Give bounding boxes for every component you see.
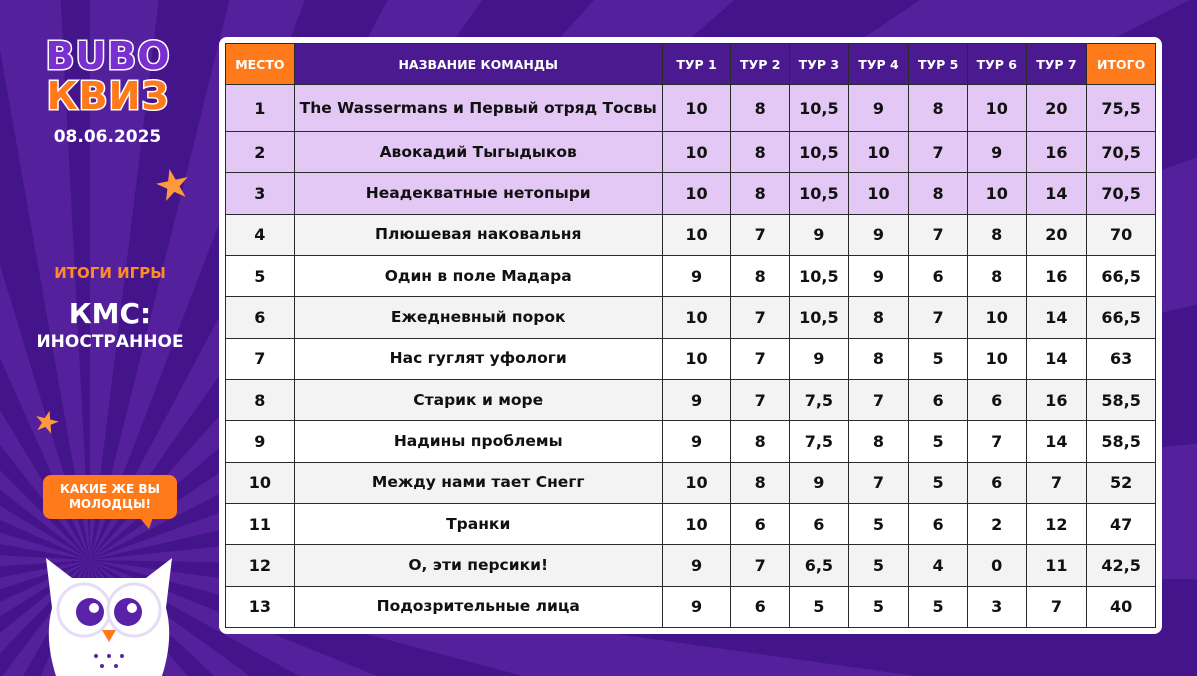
cell-round-1: 10 <box>662 338 731 379</box>
cell-round-5: 6 <box>909 255 968 296</box>
cell-round-4: 9 <box>848 255 909 296</box>
cell-round-3: 5 <box>790 586 849 627</box>
cell-round-5: 8 <box>909 85 968 132</box>
cell-round-3: 10,5 <box>790 85 849 132</box>
cell-place: 9 <box>226 421 295 462</box>
cell-round-5: 7 <box>909 297 968 338</box>
header-round-5: ТУР 5 <box>909 44 968 85</box>
cell-round-1: 9 <box>662 421 731 462</box>
cell-round-7: 16 <box>1026 132 1087 173</box>
cell-total: 70,5 <box>1087 173 1156 214</box>
cell-place: 3 <box>226 173 295 214</box>
cell-round-1: 9 <box>662 545 731 586</box>
cell-total: 42,5 <box>1087 545 1156 586</box>
cell-round-4: 8 <box>848 338 909 379</box>
cell-round-2: 7 <box>731 545 790 586</box>
cell-round-5: 6 <box>909 379 968 420</box>
table-row <box>226 462 1156 503</box>
cell-round-2: 8 <box>731 85 790 132</box>
cell-place: 5 <box>226 255 295 296</box>
cell-total: 47 <box>1087 503 1156 544</box>
cell-round-6: 10 <box>967 297 1026 338</box>
table-row <box>226 214 1156 255</box>
cell-round-4: 5 <box>848 586 909 627</box>
cell-round-6: 2 <box>967 503 1026 544</box>
table-row <box>226 421 1156 462</box>
cell-team-name: Транки <box>294 503 662 544</box>
cell-round-5: 5 <box>909 462 968 503</box>
cell-team-name: Нас гуглят уфологи <box>294 338 662 379</box>
cell-team-name: The Wassermans и Первый отряд Тосвы <box>294 85 662 132</box>
cell-team-name: Один в поле Мадара <box>294 255 662 296</box>
cell-round-7: 14 <box>1026 173 1087 214</box>
cell-total: 52 <box>1087 462 1156 503</box>
cell-round-4: 10 <box>848 132 909 173</box>
cell-place: 13 <box>226 586 295 627</box>
cell-round-4: 9 <box>848 214 909 255</box>
table-header-row <box>226 44 1156 85</box>
cell-total: 66,5 <box>1087 255 1156 296</box>
results-subtitle: ИТОГИ ИГРЫ <box>54 264 166 282</box>
cell-round-3: 10,5 <box>790 132 849 173</box>
cell-total: 70 <box>1087 214 1156 255</box>
game-title-line-2: ИНОСТРАННОЕ <box>36 332 184 352</box>
cell-round-3: 9 <box>790 214 849 255</box>
cell-total: 66,5 <box>1087 297 1156 338</box>
cell-round-5: 5 <box>909 421 968 462</box>
cell-place: 7 <box>226 338 295 379</box>
cell-round-7: 14 <box>1026 421 1087 462</box>
cell-round-6: 8 <box>967 214 1026 255</box>
cell-team-name: О, эти персики! <box>294 545 662 586</box>
cell-round-6: 7 <box>967 421 1026 462</box>
cell-round-3: 10,5 <box>790 255 849 296</box>
cell-round-6: 9 <box>967 132 1026 173</box>
cell-round-4: 7 <box>848 379 909 420</box>
cell-round-4: 5 <box>848 545 909 586</box>
cell-round-2: 8 <box>731 132 790 173</box>
header-total: ИТОГО <box>1087 44 1156 85</box>
cell-round-1: 10 <box>662 173 731 214</box>
cell-round-7: 11 <box>1026 545 1087 586</box>
cell-round-1: 10 <box>662 462 731 503</box>
cell-round-2: 7 <box>731 379 790 420</box>
cell-round-7: 20 <box>1026 214 1087 255</box>
cell-round-1: 10 <box>662 132 731 173</box>
cell-round-3: 6 <box>790 503 849 544</box>
table-row <box>226 297 1156 338</box>
cell-team-name: Надины проблемы <box>294 421 662 462</box>
header-team-name: НАЗВАНИЕ КОМАНДЫ <box>294 44 662 85</box>
cell-team-name: Между нами тает Снегг <box>294 462 662 503</box>
cell-team-name: Ежедневный порок <box>294 297 662 338</box>
sidebar <box>0 0 215 676</box>
cell-team-name: Авокадий Тыгыдыков <box>294 132 662 173</box>
cell-round-5: 7 <box>909 214 968 255</box>
speech-bubble <box>43 475 177 519</box>
header-round-7: ТУР 7 <box>1026 44 1087 85</box>
bubble-line-2: МОЛОДЦЫ! <box>68 497 152 511</box>
cell-round-7: 20 <box>1026 85 1087 132</box>
cell-round-4: 5 <box>848 503 909 544</box>
game-title <box>0 298 220 354</box>
cell-round-7: 14 <box>1026 297 1087 338</box>
cell-round-7: 7 <box>1026 586 1087 627</box>
cell-round-7: 16 <box>1026 255 1087 296</box>
cell-round-2: 8 <box>731 255 790 296</box>
cell-round-4: 9 <box>848 85 909 132</box>
logo-line-1: BUBO <box>45 34 171 78</box>
table-row <box>226 586 1156 627</box>
cell-place: 8 <box>226 379 295 420</box>
cell-round-3: 10,5 <box>790 297 849 338</box>
cell-round-3: 9 <box>790 462 849 503</box>
cell-round-1: 10 <box>662 85 731 132</box>
cell-round-1: 10 <box>662 214 731 255</box>
cell-round-3: 10,5 <box>790 173 849 214</box>
game-date: 08.06.2025 <box>53 127 162 147</box>
cell-round-1: 9 <box>662 379 731 420</box>
cell-round-6: 10 <box>967 85 1026 132</box>
cell-round-7: 16 <box>1026 379 1087 420</box>
table-row <box>226 338 1156 379</box>
cell-round-1: 10 <box>662 503 731 544</box>
cell-total: 58,5 <box>1087 421 1156 462</box>
cell-round-6: 6 <box>967 379 1026 420</box>
cell-round-6: 10 <box>967 173 1026 214</box>
cell-round-6: 6 <box>967 462 1026 503</box>
header-round-6: ТУР 6 <box>967 44 1026 85</box>
cell-round-2: 7 <box>731 214 790 255</box>
results-table <box>225 43 1156 628</box>
cell-round-6: 3 <box>967 586 1026 627</box>
cell-total: 58,5 <box>1087 379 1156 420</box>
results-table-card <box>219 37 1162 634</box>
cell-round-4: 8 <box>848 297 909 338</box>
header-round-1: ТУР 1 <box>662 44 731 85</box>
cell-round-3: 7,5 <box>790 379 849 420</box>
cell-round-5: 5 <box>909 586 968 627</box>
cell-round-2: 8 <box>731 421 790 462</box>
cell-round-4: 10 <box>848 173 909 214</box>
table-row <box>226 545 1156 586</box>
cell-team-name: Неадекватные нетопыри <box>294 173 662 214</box>
cell-place: 2 <box>226 132 295 173</box>
logo-line-2: КВИЗ <box>46 74 170 118</box>
star-icon: ★ <box>29 402 64 443</box>
cell-place: 6 <box>226 297 295 338</box>
table-row <box>226 173 1156 214</box>
table-row <box>226 85 1156 132</box>
brand-logo <box>38 36 178 116</box>
cell-total: 40 <box>1087 586 1156 627</box>
cell-place: 11 <box>226 503 295 544</box>
cell-round-6: 8 <box>967 255 1026 296</box>
table-row <box>226 255 1156 296</box>
cell-team-name: Старик и море <box>294 379 662 420</box>
cell-round-4: 8 <box>848 421 909 462</box>
cell-place: 12 <box>226 545 295 586</box>
cell-round-5: 6 <box>909 503 968 544</box>
cell-round-5: 8 <box>909 173 968 214</box>
game-title-line-1: КМС: <box>68 297 152 330</box>
bubble-line-1: КАКИЕ ЖЕ ВЫ <box>60 482 160 496</box>
header-round-4: ТУР 4 <box>848 44 909 85</box>
cell-total: 70,5 <box>1087 132 1156 173</box>
cell-team-name: Подозрительные лица <box>294 586 662 627</box>
cell-round-5: 5 <box>909 338 968 379</box>
cell-round-7: 12 <box>1026 503 1087 544</box>
cell-round-1: 9 <box>662 586 731 627</box>
cell-round-3: 6,5 <box>790 545 849 586</box>
cell-total: 63 <box>1087 338 1156 379</box>
cell-round-6: 0 <box>967 545 1026 586</box>
cell-round-5: 4 <box>909 545 968 586</box>
header-place: МЕСТО <box>226 44 295 85</box>
header-round-2: ТУР 2 <box>731 44 790 85</box>
cell-round-1: 9 <box>662 255 731 296</box>
cell-round-6: 10 <box>967 338 1026 379</box>
cell-round-2: 7 <box>731 338 790 379</box>
cell-place: 10 <box>226 462 295 503</box>
cell-round-3: 9 <box>790 338 849 379</box>
cell-round-3: 7,5 <box>790 421 849 462</box>
cell-round-7: 14 <box>1026 338 1087 379</box>
table-row <box>226 379 1156 420</box>
table-row <box>226 503 1156 544</box>
owl-mascot-icon <box>34 548 184 676</box>
table-row <box>226 132 1156 173</box>
cell-place: 1 <box>226 85 295 132</box>
cell-round-2: 8 <box>731 462 790 503</box>
cell-round-1: 10 <box>662 297 731 338</box>
cell-round-5: 7 <box>909 132 968 173</box>
cell-round-2: 8 <box>731 173 790 214</box>
star-icon: ★ <box>149 156 197 213</box>
cell-round-2: 7 <box>731 297 790 338</box>
cell-round-2: 6 <box>731 503 790 544</box>
cell-team-name: Плюшевая наковальня <box>294 214 662 255</box>
cell-place: 4 <box>226 214 295 255</box>
cell-round-7: 7 <box>1026 462 1087 503</box>
header-round-3: ТУР 3 <box>790 44 849 85</box>
cell-round-2: 6 <box>731 586 790 627</box>
cell-total: 75,5 <box>1087 85 1156 132</box>
cell-round-4: 7 <box>848 462 909 503</box>
